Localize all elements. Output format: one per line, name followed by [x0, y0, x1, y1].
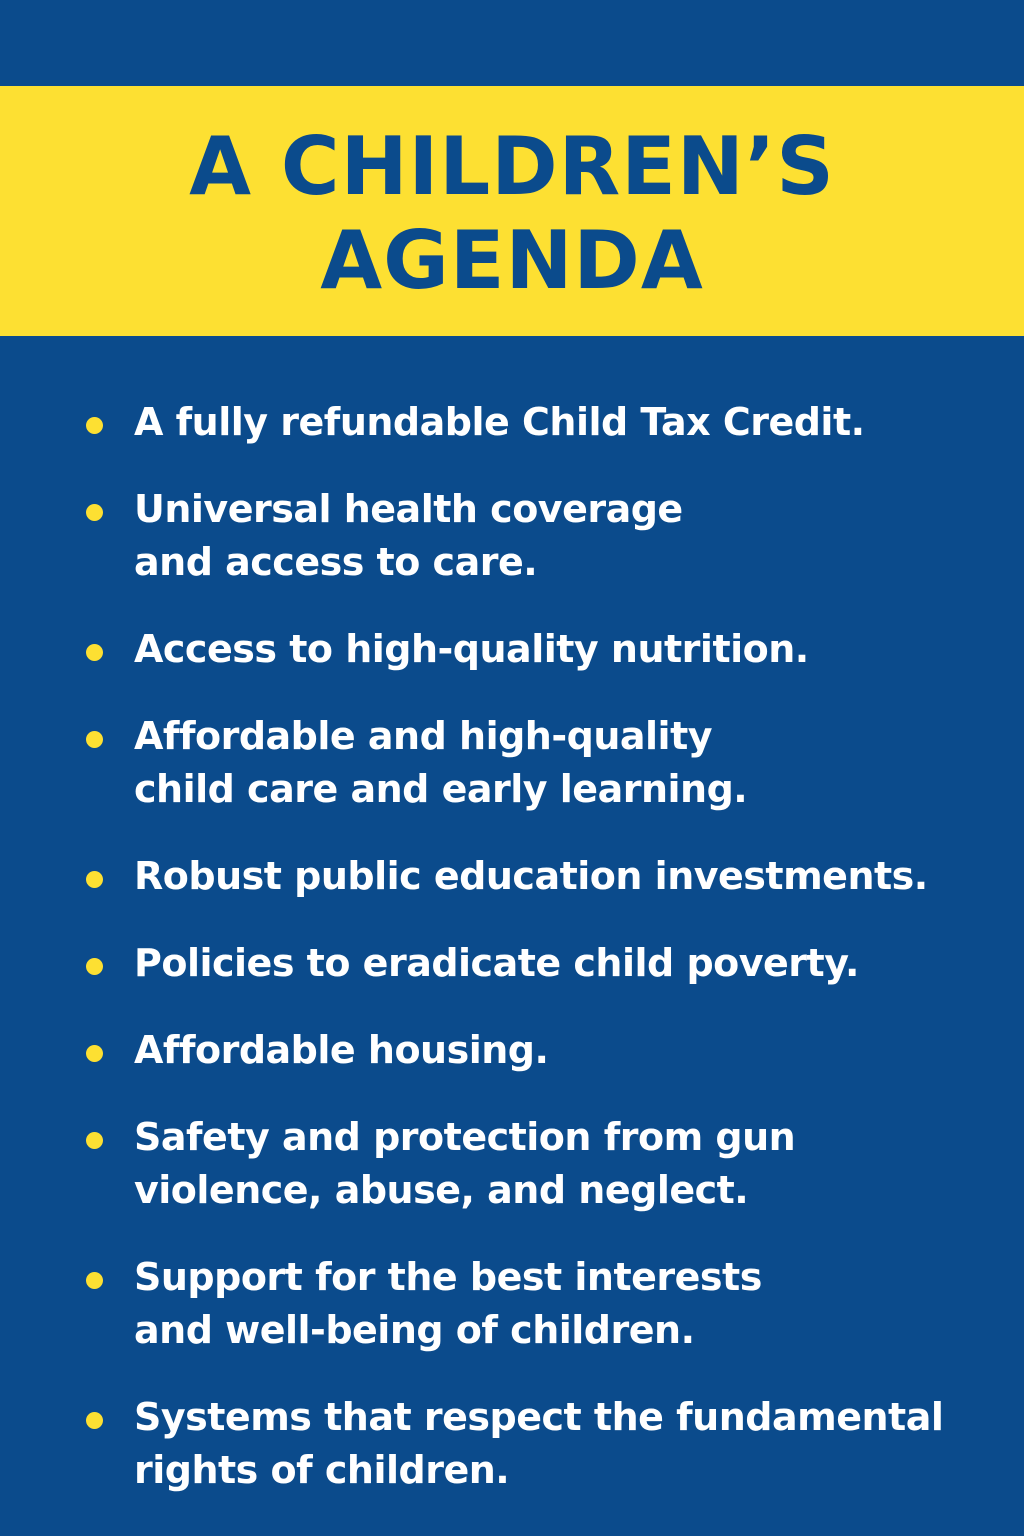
bullet-dot-icon — [86, 504, 103, 521]
bullet-dot-icon — [86, 1272, 103, 1289]
item-text: Safety and protection from gun — [134, 1115, 796, 1159]
item-text-continued: and well-being of children. — [134, 1308, 695, 1352]
list-item — [0, 1251, 1024, 1357]
list-item — [0, 1391, 1024, 1497]
bullet-dot-icon — [86, 1412, 103, 1429]
bullet-dot-icon — [86, 417, 103, 434]
list-item — [0, 850, 1024, 903]
item-text-continued: child care and early learning. — [134, 767, 748, 811]
item-text-continued: and access to care. — [134, 540, 538, 584]
item-text: A fully refundable Child Tax Credit. — [134, 400, 865, 444]
title-banner — [0, 86, 1024, 336]
bullet-dot-icon — [86, 1045, 103, 1062]
bullet-dot-icon — [86, 731, 103, 748]
list-item — [0, 1111, 1024, 1217]
item-text: Affordable and high-quality — [134, 714, 713, 758]
list-item — [0, 710, 1024, 816]
page-title-line-2: AGENDA — [320, 214, 704, 307]
list-item — [0, 937, 1024, 990]
list-item — [0, 483, 1024, 589]
list-item — [0, 1024, 1024, 1077]
item-text: Robust public education investments. — [134, 854, 928, 898]
bullet-dot-icon — [86, 958, 103, 975]
list-item — [0, 396, 1024, 449]
bullet-dot-icon — [86, 871, 103, 888]
item-text: Universal health coverage — [134, 487, 683, 531]
agenda-list — [0, 396, 1024, 1531]
item-text: Support for the best interests — [134, 1255, 762, 1299]
item-text: Affordable housing. — [134, 1028, 549, 1072]
item-text-continued: violence, abuse, and neglect. — [134, 1168, 749, 1212]
item-text: Systems that respect the fundamental — [134, 1395, 944, 1439]
list-item — [0, 623, 1024, 676]
item-text: Access to high-quality nutrition. — [134, 627, 809, 671]
item-text-continued: rights of children. — [134, 1448, 510, 1492]
bullet-dot-icon — [86, 1132, 103, 1149]
bullet-dot-icon — [86, 644, 103, 661]
item-text: Policies to eradicate child poverty. — [134, 941, 859, 985]
page-title-line-1: A CHILDREN’S — [189, 120, 835, 213]
